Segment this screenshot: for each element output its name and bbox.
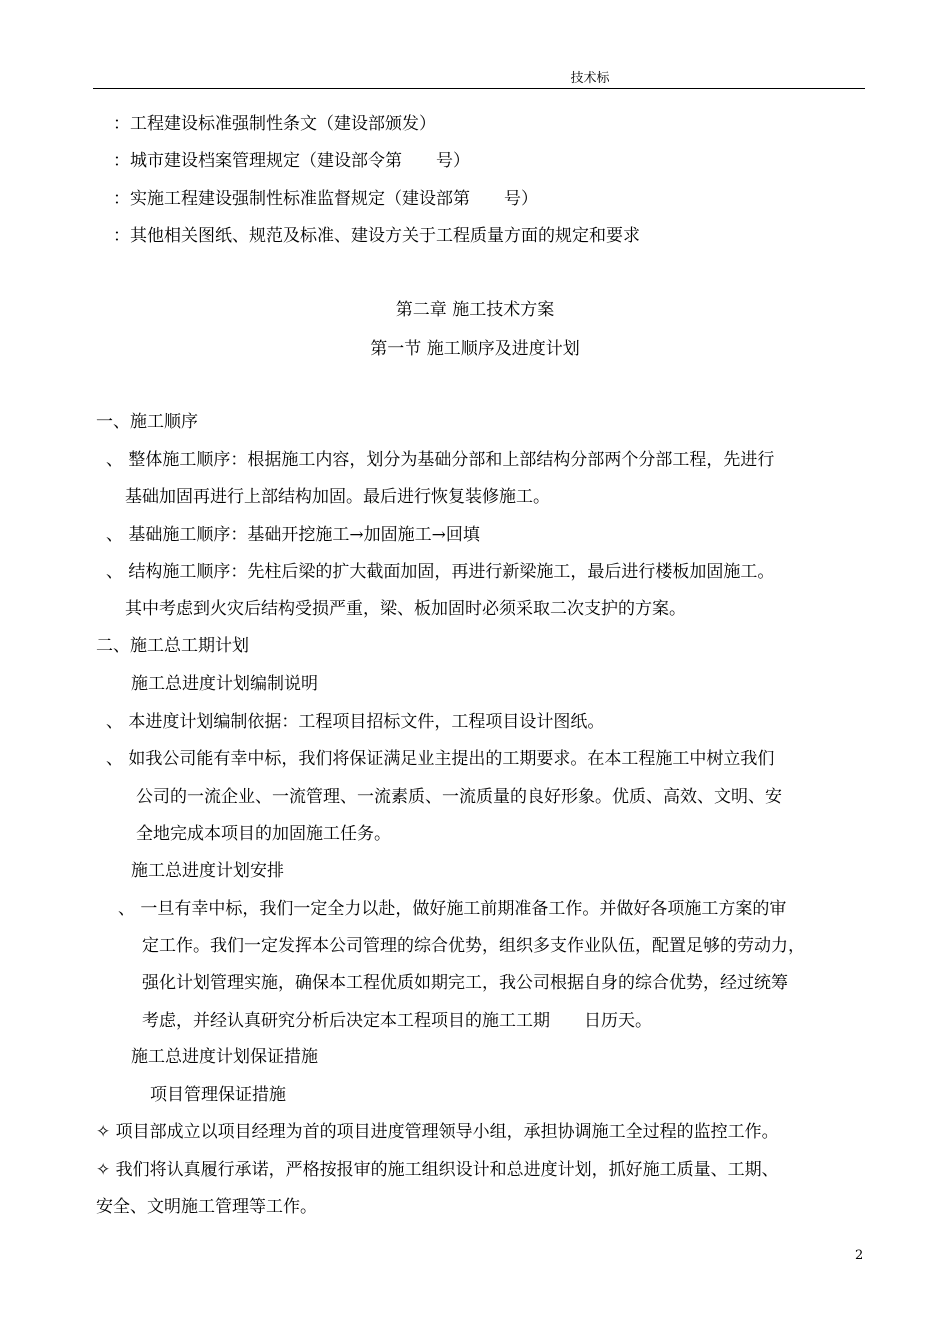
page-number: 2 (855, 1248, 864, 1263)
reference-item: ：工程建设标准强制性条文（建设部颁发） (113, 114, 436, 134)
part2-sub3-title: 施工总进度计划保证措施 (131, 1047, 318, 1067)
header-divider (93, 88, 865, 89)
part2-heading: 二、施工总工期计划 (96, 636, 249, 656)
reference-item: ：城市建设档案管理规定（建设部令第 号） (113, 151, 470, 171)
reference-item: ：实施工程建设强制性标准监督规定（建设部第 号） (113, 189, 538, 209)
part2-sub2-item1-line1: 、 一旦有幸中标，我们一定全力以赴，做好施工前期准备工作。并做好各项施工方案的审 (118, 899, 787, 919)
part1-item1-line2: 基础加固再进行上部结构加固。最后进行恢复装修施工。 (125, 487, 550, 507)
part1-item1-line1: 、 整体施工顺序：根据施工内容，划分为基础分部和上部结构分部两个分部工程，先进行 (106, 450, 775, 470)
part1-item3-line1: 、 结构施工顺序：先柱后梁的扩大截面加固，再进行新梁施工，最后进行楼板加固施工。 (106, 562, 775, 582)
part1-item3-line2: 其中考虑到火灾后结构受损严重，梁、板加固时必须采取二次支护的方案。 (125, 599, 686, 619)
part2-sub1-item1: 、 本进度计划编制依据：工程项目招标文件，工程项目设计图纸。 (106, 712, 605, 732)
part2-sub2-item1-line4: 考虑，并经认真研究分析后决定本工程项目的施工工期 日历天。 (142, 1011, 652, 1031)
bullet-item: ✧ 项目部成立以项目经理为首的项目进度管理领导小组，承担协调施工全过程的监控工作。 (96, 1122, 779, 1142)
section-title: 第一节 施工顺序及进度计划 (370, 339, 580, 359)
part2-sub3-subtitle: 项目管理保证措施 (150, 1085, 286, 1105)
chapter-title: 第二章 施工技术方案 (395, 300, 555, 320)
bullet-item: ✧ 我们将认真履行承诺，严格按报审的施工组织设计和总进度计划，抓好施工质量、工期、 (96, 1160, 779, 1180)
part2-sub2-title: 施工总进度计划安排 (131, 861, 284, 881)
part2-sub1-item2-line3: 全地完成本项目的加固施工任务。 (136, 824, 391, 844)
bullet-item-continuation: 安全、文明施工管理等工作。 (96, 1197, 317, 1217)
part2-sub1-title: 施工总进度计划编制说明 (131, 674, 318, 694)
reference-item: ：其他相关图纸、规范及标准、建设方关于工程质量方面的规定和要求 (113, 226, 640, 246)
part2-sub1-item2-line2: 公司的一流企业、一流管理、一流素质、一流质量的良好形象。优质、高效、文明、安 (136, 787, 782, 807)
part1-heading: 一、施工顺序 (96, 412, 198, 432)
part1-item2: 、 基础施工顺序：基础开挖施工→加固施工→回填 (106, 525, 480, 545)
part2-sub2-item1-line2: 定工作。我们一定发挥本公司管理的综合优势，组织多支作业队伍，配置足够的劳动力， (142, 936, 805, 956)
part2-sub2-item1-line3: 强化计划管理实施，确保本工程优质如期完工，我公司根据自身的综合优势，经过统筹 (142, 973, 788, 993)
part2-sub1-item2-line1: 、 如我公司能有幸中标，我们将保证满足业主提出的工期要求。在本工程施工中树立我们 (106, 749, 775, 769)
header-title: 技术标 (570, 71, 610, 86)
